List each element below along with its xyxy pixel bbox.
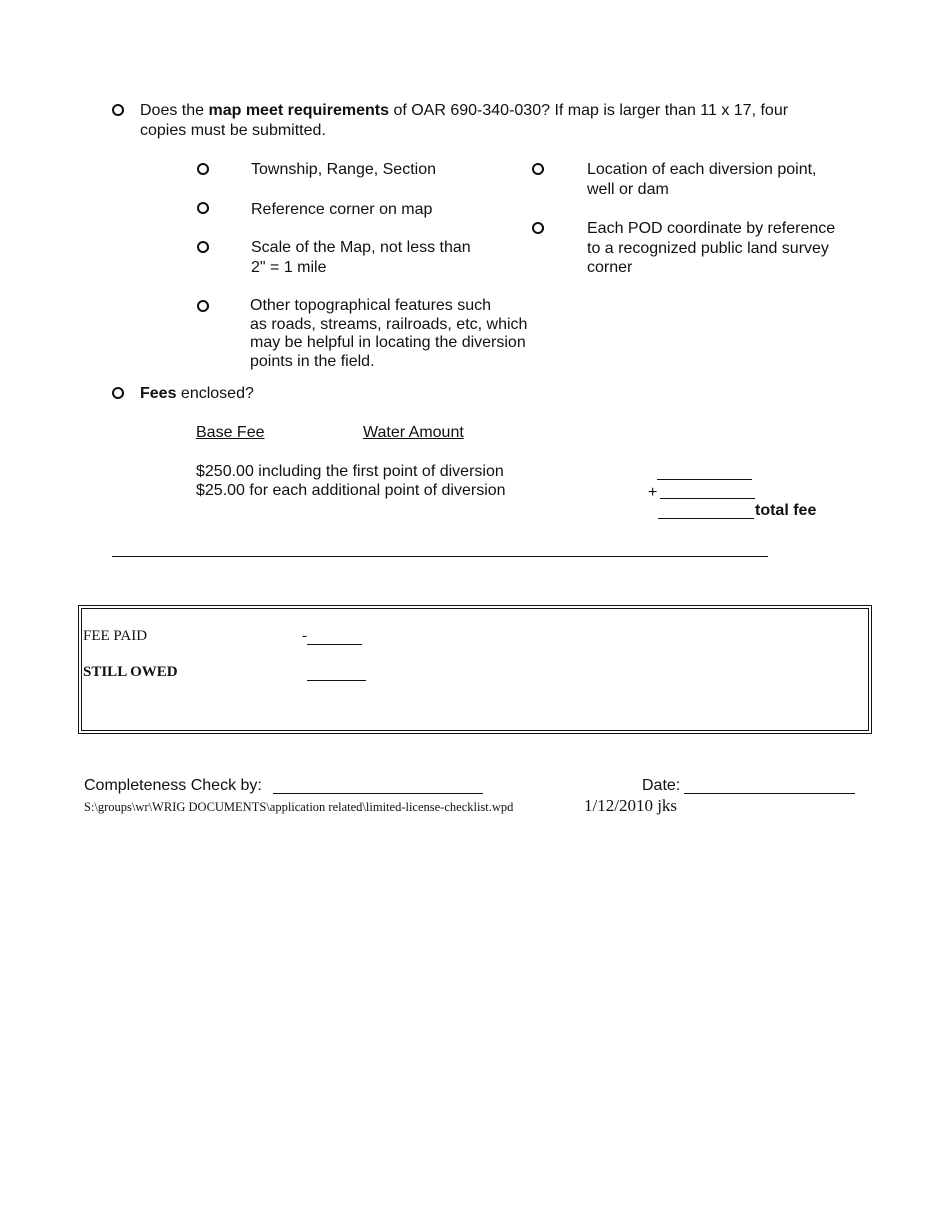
total-fee-blank[interactable]: [658, 502, 754, 519]
checkbox-circle-icon[interactable]: [532, 222, 544, 234]
completeness-check-label: Completeness Check by:: [84, 777, 262, 794]
fee-row-additional-pod: $25.00 for each additional point of diversion: [196, 482, 506, 499]
fees-question: Fees enclosed?: [140, 385, 254, 402]
checkbox-circle-icon[interactable]: [197, 202, 209, 214]
completeness-check-blank[interactable]: [273, 776, 483, 794]
map-item-diversion-location: Location of each diversion point, well or dam: [587, 161, 817, 198]
still-owed-label: STILL OWED: [83, 664, 178, 680]
map-item-township: Township, Range, Section: [251, 161, 436, 178]
fee-paid-label: FEE PAID: [83, 628, 148, 644]
date-blank[interactable]: [684, 776, 855, 794]
fee-amount-blank-1[interactable]: [657, 463, 752, 480]
map-item-pod-coordinate: Each POD coordinate by reference to a recognized public land survey corner: [587, 220, 836, 276]
still-owed-blank[interactable]: [307, 666, 366, 681]
document-path: S:\groups\wr\WRIG DOCUMENTS\application related\limited-license-checklist.wpd: [84, 800, 514, 814]
total-fee-label: total fee: [755, 502, 817, 519]
checkbox-circle-icon[interactable]: [197, 241, 209, 253]
section-divider: [112, 556, 768, 557]
map-item-scale: Scale of the Map, not less than 2" = 1 mile: [251, 239, 471, 276]
water-amount-header: Water Amount: [363, 424, 464, 441]
checkbox-circle-icon[interactable]: [197, 163, 209, 175]
checkbox-circle-icon[interactable]: [197, 300, 209, 312]
plus-sign: +: [648, 484, 658, 501]
checkbox-circle-icon[interactable]: [112, 104, 124, 116]
fee-amount-blank-2[interactable]: [660, 482, 755, 499]
revision-stamp: 1/12/2010 jks: [584, 796, 678, 815]
checkbox-circle-icon[interactable]: [112, 387, 124, 399]
map-item-topographical: Other topographical features such as roads, streams, railroads, etc, which may be helpful in locating the diversion points in the field.: [250, 297, 528, 370]
fee-paid-dash: -: [302, 628, 307, 644]
fee-status-box: [78, 605, 872, 734]
date-label: Date:: [642, 777, 681, 794]
fee-paid-blank[interactable]: [307, 630, 362, 645]
base-fee-header: Base Fee: [196, 424, 265, 441]
map-requirements-question: Does the map meet requirements of OAR 690-340-030? If map is larger than 11 x 17, four copies must be submitted.: [140, 102, 789, 139]
fee-row-first-pod: $250.00 including the first point of diversion: [196, 463, 504, 480]
checkbox-circle-icon[interactable]: [532, 163, 544, 175]
map-item-reference-corner: Reference corner on map: [251, 201, 433, 218]
